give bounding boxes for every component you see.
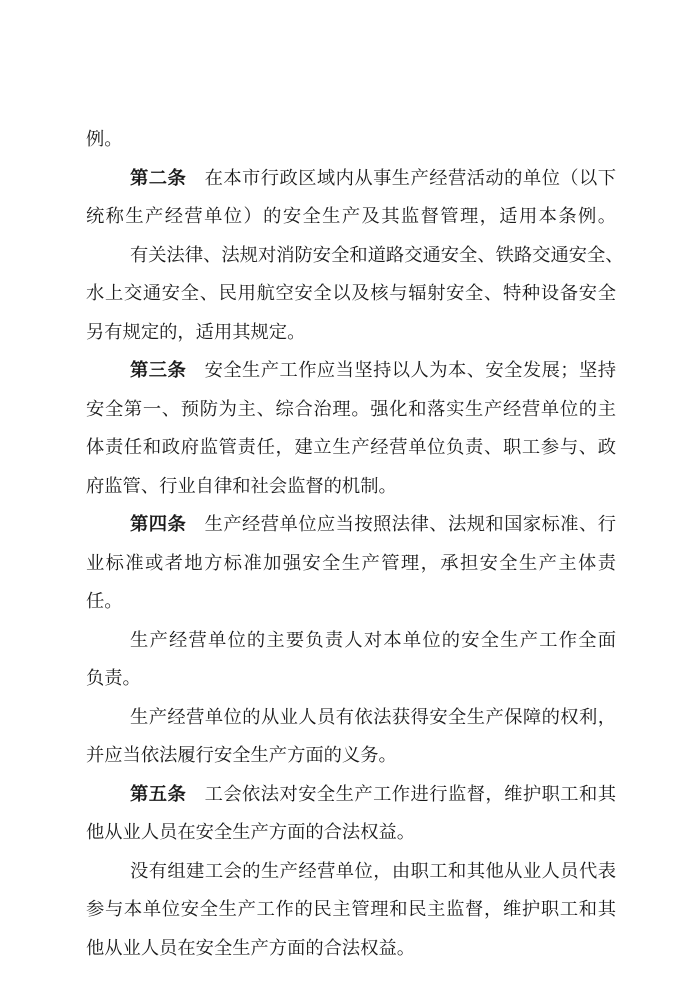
text-line: 并应当依法履行安全生产方面的义务。: [86, 745, 397, 766]
text-line: 生产经营单位应当按照法律、法规和国家标准、行: [204, 514, 617, 535]
text-line: 安全生产工作应当坚持以人为本、安全发展；坚持: [204, 360, 617, 381]
text-line: 工会依法对安全生产工作进行监督，维护职工和其: [204, 784, 617, 805]
article-5-first-line: [130, 782, 616, 808]
text-line: 有关法律、法规对消防安全和道路交通安全、铁路交通安全、: [130, 245, 624, 266]
text-line: 在本市行政区域内从事生产经营活动的单位（以下: [204, 168, 617, 189]
text-line: 他从业人员在安全生产方面的合法权益。: [86, 822, 416, 843]
text-line: 任。: [86, 591, 123, 612]
text-line: 生产经营单位的从业人员有依法获得安全生产保障的权利，: [130, 707, 616, 728]
text-line: 统称生产经营单位）的安全生产及其监督管理，适用本条例。: [86, 206, 616, 227]
text-line: 负责。: [86, 668, 141, 689]
text-line: 府监管、行业自律和社会监督的机制。: [86, 476, 397, 497]
article-4-heading: 第四条: [130, 514, 187, 535]
article-2-first-line: [130, 166, 616, 192]
text-line: 生产经营单位的主要负责人对本单位的安全生产工作全面: [130, 630, 616, 651]
text-line: 他从业人员在安全生产方面的合法权益。: [86, 938, 416, 959]
text-line: 没有组建工会的生产经营单位，由职工和其他从业人员代表: [130, 861, 616, 882]
article-3-heading: 第三条: [130, 360, 187, 381]
text-line: 体责任和政府监管责任，建立生产经营单位负责、职工参与、政: [86, 437, 616, 458]
text-line: 参与本单位安全生产工作的民主管理和民主监督，维护职工和其: [86, 899, 616, 920]
article-2-heading: 第二条: [130, 168, 187, 189]
text-line: 水上交通安全、民用航空安全以及核与辐射安全、特种设备安全: [86, 283, 616, 304]
text-line: 另有规定的，适用其规定。: [86, 322, 306, 343]
article-3-first-line: [130, 358, 616, 384]
text-line: 安全第一、预防为主、综合治理。强化和落实生产经营单位的主: [86, 399, 616, 420]
article-4-first-line: [130, 512, 616, 538]
text-line: 业标准或者地方标准加强安全生产管理，承担安全生产主体责: [86, 553, 616, 574]
article-5-heading: 第五条: [130, 784, 187, 805]
text-line: 例。: [86, 129, 123, 150]
